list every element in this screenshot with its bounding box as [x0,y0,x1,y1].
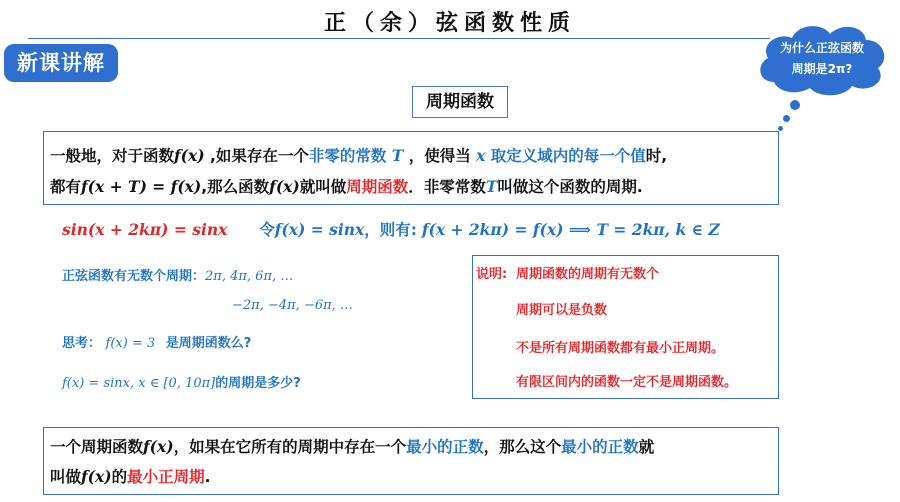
question-line [62,372,301,391]
think-expr: f(x) = 3 [105,336,156,351]
min-text: 的 [111,468,128,486]
definition-line-1 [50,144,667,166]
min-highlight: 最小的正数 [406,438,484,456]
min-highlight: 最小的正数 [561,438,639,456]
min-math: f(x) [143,437,174,456]
min-text: 一个周期函数 [50,438,144,456]
def-text: 时, [645,147,668,165]
def-math: f(x) [174,146,205,165]
min-text: ，那么这个 [483,438,562,456]
def-math: x [476,146,486,165]
sin-identity: sin(x + 2kπ) = sinx [62,220,228,239]
bubble-line-1: 为什么正弦函数 [779,41,864,55]
question-text: 的周期是多少? [215,376,301,391]
bubble-dot-large [790,100,800,110]
think-line [62,332,251,351]
def-highlight: 非零的常数 [308,147,387,165]
min-highlight-red: 最小正周期 [127,468,205,486]
def-text: 就叫做 [299,178,347,196]
think-question: 是周期函数么? [165,336,252,351]
think-label: 思考： [62,336,102,351]
def-text: 叫做这个函数的周期. [497,178,643,196]
title-underline [28,38,770,39]
notes-label: 说明: [476,267,508,282]
minimum-line-1 [50,435,654,457]
min-text: . [204,468,211,486]
def-math: T [485,177,498,196]
negative-periods: −2π, −4π, −6π, … [232,298,353,313]
note-1: 周期函数的周期有无数个 [516,267,660,282]
let-expr: f(x) = sinx [274,220,365,239]
note-4: 有限区间内的函数一定不是周期函数。 [516,375,738,390]
def-text: ，使得当 [403,147,477,165]
def-math: f(x + T) = f(x) [81,177,202,196]
then-label: ，则有: [364,221,417,239]
bubble-line-2: 周期是2π? [791,62,853,76]
min-text: 叫做 [50,468,82,486]
def-text: ,如果存在一个 [204,147,309,165]
question-expr: f(x) = sinx, x ∈ [0, 10π] [62,376,216,391]
def-math: f(x) [269,177,300,196]
def-text: ,那么函数 [201,178,270,196]
def-text: 都有 [50,178,82,196]
positive-periods: 2π, 4π, 6π, … [205,269,294,284]
def-math: T [386,146,404,165]
def-text: ．非零常数 [408,178,486,196]
section-badge: 新课讲解 [4,44,118,82]
min-text: 就 [638,438,655,456]
example-line [62,218,720,240]
note-3: 不是所有周期函数都有最小正周期。 [516,341,725,356]
note-2: 周期可以是负数 [516,303,608,318]
infinite-periods-label: 正弦函数有无数个周期： [62,269,206,284]
slide-title: 正（余）弦函数性质 [323,11,576,36]
let-label: 令 [259,221,275,239]
bubble-text [752,38,892,80]
definition-line-2 [50,175,643,197]
min-math: f(x) [81,467,112,486]
def-highlight: 取定义域内的每一个值 [485,147,646,165]
min-text: ，如果在它所有的周期中存在一个 [173,438,407,456]
section-heading: 周期函数 [412,86,508,118]
bubble-dot-medium [783,115,790,122]
minimum-line-2 [50,465,211,487]
period-result: f(x + 2kπ) = f(x) ⟹ T = 2kπ, k ∈ Z [421,220,720,239]
infinite-periods-line [62,265,293,284]
def-highlight: 周期函数 [346,178,409,196]
def-text: 一般地，对于函数 [50,147,175,165]
